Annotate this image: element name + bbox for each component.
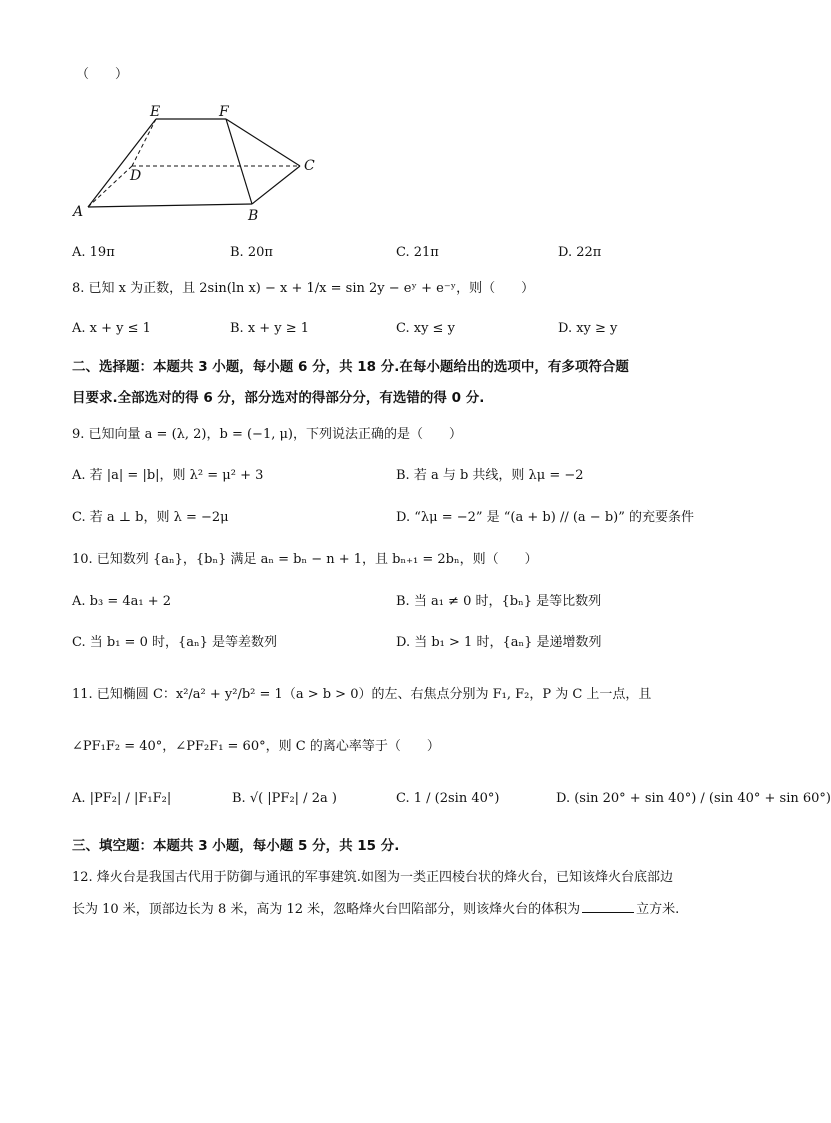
q11-option-c: C. 1 / (2sin 40°) <box>396 791 500 806</box>
q11-option-b: B. √( |PF₂| / 2a ) <box>232 791 337 806</box>
label-c: C <box>304 158 315 174</box>
q12-line2 <box>72 900 679 919</box>
edge-ae <box>88 119 156 207</box>
q8-option-b: B. x + y ≥ 1 <box>230 321 310 336</box>
q11-option-d: D. (sin 20° + sin 40°) / (sin 40° + sin 60°) <box>556 791 831 806</box>
q8-option-d: D. xy ≥ y <box>558 321 618 336</box>
q12-line2-text: 长为 10 米，顶部边长为 8 米，高为 12 米，忽略烽火台凹陷部分，则该烽火台的体积为 <box>72 902 581 917</box>
edge-fc <box>226 119 300 166</box>
q10-option-b: B. 当 a₁ ≠ 0 时，{bₙ} 是等比数列 <box>396 594 602 609</box>
q7-option-b: B. 20π <box>230 245 273 260</box>
label-f: F <box>219 104 229 120</box>
q8-option-c: C. xy ≤ y <box>396 321 455 336</box>
q9-option-a: A. 若 |a| = |b|，则 λ² = μ² + 3 <box>72 468 264 483</box>
label-b: B <box>248 208 259 224</box>
edge-ab <box>88 204 252 207</box>
q7-option-c: C. 21π <box>396 245 439 260</box>
q10-option-a: A. b₃ = 4a₁ + 2 <box>72 594 172 609</box>
q9-stem: 9. 已知向量 a = (λ, 2)，b = (−1, μ)，下列说法正确的是（ ） <box>72 427 462 442</box>
label-a: A <box>73 204 84 220</box>
label-d: D <box>130 168 142 184</box>
label-e: E <box>150 104 161 120</box>
q10-stem: 10. 已知数列 {aₙ}，{bₙ} 满足 aₙ = bₙ − n + 1，且 bₙ₊₁ = 2bₙ，则（ ） <box>72 552 538 567</box>
q11-option-a: A. |PF₂| / |F₁F₂| <box>72 791 172 806</box>
section2-heading-line1: 二、选择题：本题共 3 小题，每小题 6 分，共 18 分.在每小题给出的选项中，有多项符合题 <box>72 359 629 375</box>
edge-ad-hidden <box>88 166 132 207</box>
q7-answer-paren: （ ） <box>76 67 129 82</box>
q7-option-d: D. 22π <box>558 245 602 260</box>
q12-line1: 12. 烽火台是我国古代用于防御与通讯的军事建筑.如图为一类正四棱台状的烽火台，已知该烽火台底部边 <box>72 870 673 885</box>
q9-option-d: D. “λμ = −2” 是 “(a + b) // (a − b)” 的充要条件 <box>396 510 694 525</box>
q12-answer-blank[interactable] <box>582 900 634 913</box>
q9-option-b: B. 若 a 与 b 共线，则 λμ = −2 <box>396 468 584 483</box>
section3-heading: 三、填空题：本题共 3 小题，每小题 5 分，共 15 分. <box>72 838 400 854</box>
q8-option-a: A. x + y ≤ 1 <box>72 321 151 336</box>
q10-option-d: D. 当 b₁ > 1 时，{aₙ} 是递增数列 <box>396 635 602 650</box>
q8-stem: 8. 已知 x 为正数，且 2sin(ln x) − x + 1/x = sin 2y − eʸ + e⁻ʸ，则（ ） <box>72 281 535 296</box>
edge-fb <box>226 119 252 204</box>
trapezoid-figure <box>70 100 330 230</box>
q12-line2-unit: 立方米. <box>636 902 680 917</box>
q10-option-c: C. 当 b₁ = 0 时，{aₙ} 是等差数列 <box>72 635 278 650</box>
section2-heading-line2: 目要求.全部选对的得 6 分，部分选对的得部分分，有选错的得 0 分. <box>72 390 485 406</box>
edge-bc <box>252 166 300 204</box>
q11-stem: 11. 已知椭圆 C：x²/a² + y²/b² = 1（a > b > 0）的左、右焦点分别为 F₁, F₂，P 为 C 上一点，且 <box>72 687 652 702</box>
q7-option-a: A. 19π <box>72 245 115 260</box>
q9-option-c: C. 若 a ⊥ b，则 λ = −2μ <box>72 510 229 525</box>
q11-stem-conditions: ∠PF₁F₂ = 40°，∠PF₂F₁ = 60°，则 C 的离心率等于（ ） <box>72 739 440 754</box>
edge-ed-hidden <box>132 119 156 166</box>
